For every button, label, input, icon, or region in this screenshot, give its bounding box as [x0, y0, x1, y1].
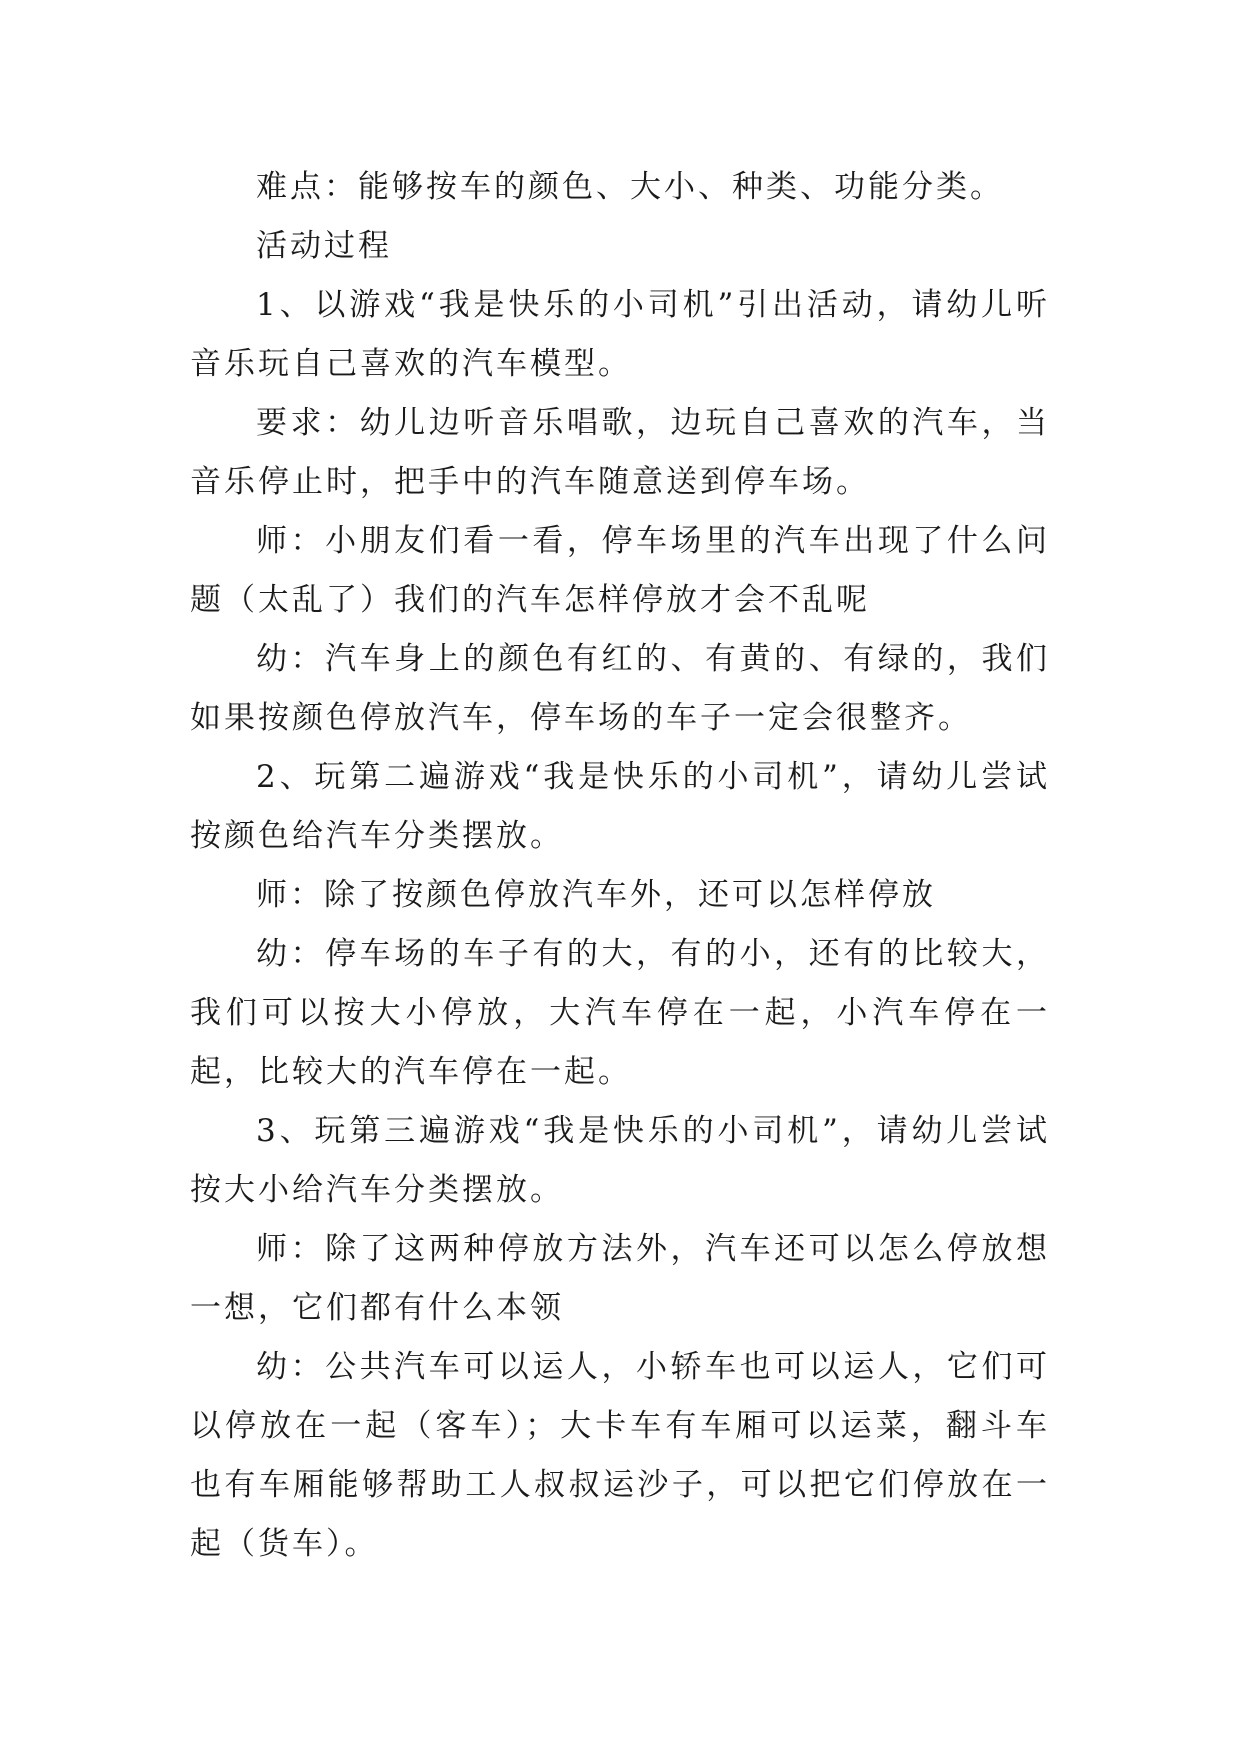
document-body	[190, 158, 1050, 1574]
paragraph-step-3: 3、玩第三遍游戏“我是快乐的小司机”，请幼儿尝试按大小给汽车分类摆放。	[190, 1113, 1050, 1208]
paragraph-child-answer-3: 幼：公共汽车可以运人，小轿车也可以运人，它们可以停放在一起（客车）；大卡车有车厢可以运菜，翻斗车也有车厢能够帮助工人叔叔运沙子，可以把它们停放在一起（货车）。	[190, 1349, 1050, 1562]
paragraph-step-2: 2、玩第二遍游戏“我是快乐的小司机”，请幼儿尝试按颜色给汽车分类摆放。	[190, 759, 1050, 854]
paragraph-teacher-question-2: 师：除了按颜色停放汽车外，还可以怎样停放	[256, 877, 936, 913]
paragraph-difficulty: 难点：能够按车的颜色、大小、种类、功能分类。	[256, 169, 1004, 205]
paragraph-child-answer-1: 幼：汽车身上的颜色有红的、有黄的、有绿的，我们如果按颜色停放汽车，停车场的车子一定会很整齐。	[190, 641, 1050, 736]
paragraph-child-answer-2: 幼：停车场的车子有的大，有的小，还有的比较大，我们可以按大小停放，大汽车停在一起，小汽车停在一起，比较大的汽车停在一起。	[190, 936, 1050, 1090]
paragraph-step-1: 1、以游戏“我是快乐的小司机”引出活动，请幼儿听音乐玩自己喜欢的汽车模型。	[190, 287, 1050, 382]
paragraph-teacher-question-3: 师：除了这两种停放方法外，汽车还可以怎么停放想一想，它们都有什么本领	[190, 1231, 1050, 1326]
paragraph-activity-process-heading: 活动过程	[256, 228, 392, 264]
paragraph-teacher-question-1: 师：小朋友们看一看，停车场里的汽车出现了什么问题（太乱了）我们的汽车怎样停放才会不乱呢	[190, 523, 1050, 618]
paragraph-requirement: 要求：幼儿边听音乐唱歌，边玩自己喜欢的汽车，当音乐停止时，把手中的汽车随意送到停车场。	[190, 405, 1050, 500]
